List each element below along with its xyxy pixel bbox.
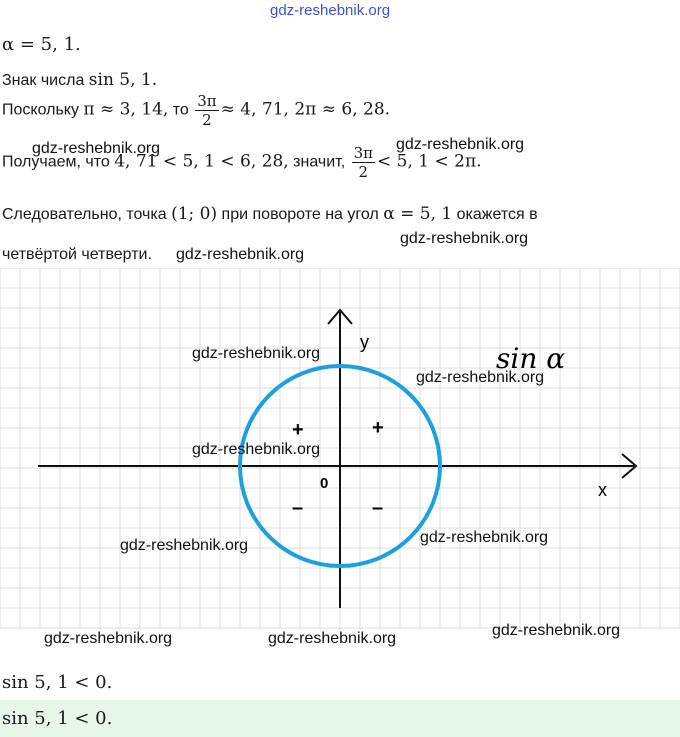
watermark: gdz-reshebnik.org xyxy=(120,537,249,554)
conclusion-point: (1; 0) xyxy=(171,204,218,224)
get-frac-num: 3π xyxy=(353,144,373,162)
origin-label: 0 xyxy=(320,475,329,492)
conclusion-part3: окажется в xyxy=(452,206,538,223)
since-rest: ≈ 4, 71, 2π ≈ 6, 28. xyxy=(220,99,391,120)
conclusion-part1: Следовательно, точка xyxy=(2,206,172,223)
watermark: gdz-reshebnik.org xyxy=(32,140,161,157)
y-axis-label: y xyxy=(360,332,369,352)
since-fraction xyxy=(195,92,218,129)
result-highlighted: sin 5, 1 < 0. xyxy=(0,700,680,737)
quadrant-3-sign: – xyxy=(292,497,304,519)
conclusion-line-1 xyxy=(2,204,538,224)
get-fraction xyxy=(352,144,375,181)
watermark: gdz-reshebnik.org xyxy=(268,630,397,647)
get-expr: 4, 71 < 5, 1 < 6, 28, xyxy=(114,151,289,172)
function-label: sin α xyxy=(496,342,566,375)
alpha-line: α = 5, 1. xyxy=(2,34,81,55)
sign-line-expr: sin 5, 1. xyxy=(88,70,158,90)
get-rest: < 5, 1 < 2π. xyxy=(377,151,482,172)
since-pi-expr: π ≈ 3, 14, xyxy=(83,99,169,120)
watermark-top: gdz-reshebnik.org xyxy=(270,2,391,19)
result-plain: sin 5, 1 < 0. xyxy=(2,672,113,693)
get-frac-den: 2 xyxy=(358,163,369,181)
since-prefix: Поскольку xyxy=(2,101,84,119)
quadrant-4-sign: – xyxy=(372,497,384,519)
conclusion-part2: при повороте на угол xyxy=(217,206,384,223)
watermark: gdz-reshebnik.org xyxy=(192,441,321,458)
watermark: gdz-reshebnik.org xyxy=(416,369,545,386)
quadrant-1-sign: + xyxy=(372,417,384,439)
get-mid: значит, xyxy=(288,153,350,171)
watermark: gdz-reshebnik.org xyxy=(420,529,549,546)
watermark: gdz-reshebnik.org xyxy=(176,246,305,263)
since-to: то xyxy=(168,101,194,119)
conclusion-angle: α = 5, 1 xyxy=(383,204,453,224)
watermark: gdz-reshebnik.org xyxy=(492,622,621,639)
sign-line-text: Знак числа xyxy=(2,72,89,89)
watermark: gdz-reshebnik.org xyxy=(400,230,529,247)
quadrant-2-sign: + xyxy=(292,419,304,441)
sign-line xyxy=(2,70,157,90)
since-line xyxy=(2,92,390,129)
watermark: gdz-reshebnik.org xyxy=(192,345,321,362)
watermark: gdz-reshebnik.org xyxy=(44,630,173,647)
get-line xyxy=(2,144,482,181)
unit-circle-diagram xyxy=(0,268,680,630)
since-frac-num: 3π xyxy=(197,92,217,110)
get-prefix: Получаем, что xyxy=(2,153,115,171)
x-axis-label: x xyxy=(598,480,607,500)
since-frac-den: 2 xyxy=(202,111,212,129)
conclusion-line-2: четвёртой четверти. xyxy=(2,246,152,263)
watermark: gdz-reshebnik.org xyxy=(396,136,525,153)
